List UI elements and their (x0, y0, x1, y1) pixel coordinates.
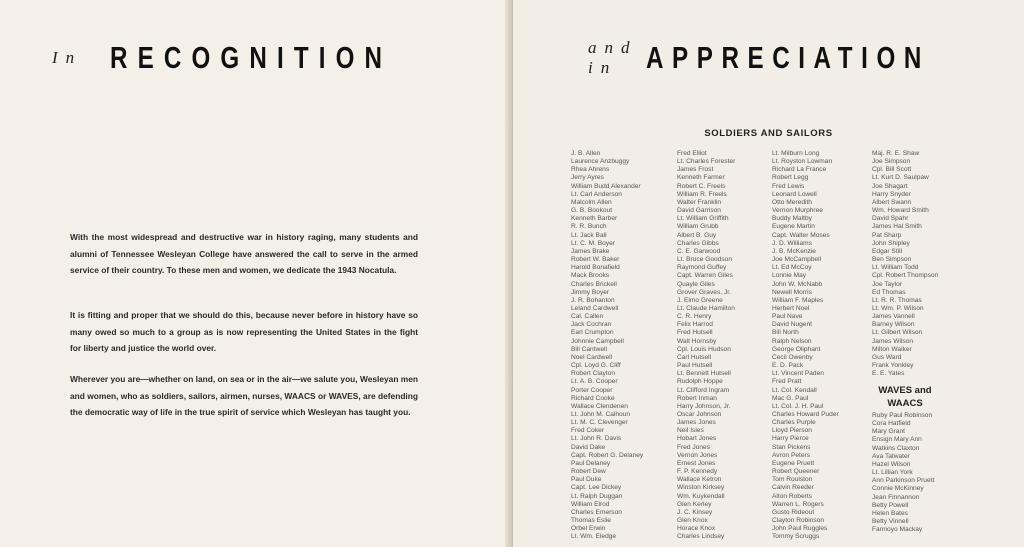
name-entry: Oscar Johnson (677, 411, 722, 418)
name-entry: Fred Coker (571, 427, 604, 435)
name-entry: Lt. Carl Anderson (571, 190, 622, 198)
name-entry: Cora Hatfield (872, 420, 911, 428)
name-entry: Warren L. Rogers (772, 500, 824, 508)
name-entry: Harry Johnson, Jr. (677, 402, 731, 410)
name-entry: Jack Cochran (571, 321, 612, 329)
name-entry: Laurence Anzbuggy (571, 158, 630, 166)
name-entry: Gus Ward (872, 353, 902, 361)
names-column-2 (677, 150, 782, 542)
name-entry: Calvin Reeder (772, 484, 814, 492)
name-entry: J. B. McKenzie (772, 247, 816, 255)
name-entry: Ensign Mary Ann (872, 436, 922, 444)
name-entry: Lt. John M. Calhoun (571, 411, 631, 418)
dedication-paragraph-2: It is fitting and proper that we should do this, because never before in history have so many owed so much to a group as is now representing the United States in the fight for liberty and justice the world over. (70, 310, 418, 353)
name-entry: Robert C. Freels (677, 182, 726, 190)
name-entry: Glen Knox (677, 517, 708, 525)
name-entry: Lt. Gilbert Wilson (872, 329, 923, 337)
name-entry: Charles Lindsey (677, 533, 725, 541)
name-entry: Fred Pratt (772, 378, 802, 386)
name-entry: Robert Legg (772, 174, 809, 182)
name-entry: Ruby Paul Robinson (872, 412, 933, 419)
dedication-paragraph-1: With the most widespread and destructive war in history raging, many students and alumni of Tennessee Wesleyan College have answered the call to serve in the armed service of their country. To these men and women, we dedicate the 1943 Nocatula. (70, 232, 418, 275)
name-entry: Bill Cantwell (571, 345, 607, 353)
name-entry: Joe Simpson (872, 158, 911, 166)
name-entry: John Paul Ruggles (772, 525, 828, 533)
name-entry: Leland Cardwell (571, 304, 619, 312)
name-entry: Albert B. Guy (677, 231, 717, 239)
name-entry: Quayle Giles (677, 280, 715, 288)
name-entry: E. E. Yates (872, 370, 905, 378)
name-entry: George Oliphant (772, 345, 821, 353)
name-entry: Kenneth Farmer (677, 174, 725, 182)
heading-appreciation: APPRECIATION (645, 40, 930, 75)
name-entry: Joe Taylor (872, 280, 902, 288)
name-entry: Robert Clayton (571, 370, 615, 378)
name-entry: Capt. Warren Giles (677, 272, 733, 280)
name-entry: Avron Peters (772, 451, 810, 459)
name-entry: James Wilson (872, 337, 914, 345)
name-entry: William R. Freels (677, 190, 727, 198)
name-entry: Felix Harrod (677, 321, 713, 329)
name-entry: Vernon Jones (677, 451, 718, 459)
name-entry: Gusto Rideout (772, 508, 815, 516)
right-heading (588, 38, 998, 78)
name-entry: Lloyd Pierson (772, 427, 812, 435)
name-entry: Robert Inman (677, 394, 717, 402)
name-entry: Cpl. Louis Hudson (677, 345, 731, 353)
name-entry: Raymond Guffey (677, 264, 727, 272)
name-entry: Lt. Clifford Ingram (677, 386, 730, 394)
name-entry: Lt. Ed McCoy (772, 264, 812, 272)
names-column-3 (772, 150, 877, 542)
name-entry: Jean Finnannon (872, 493, 920, 501)
name-entry: Kenneth Barber (571, 215, 618, 223)
name-entry: James Frost (677, 166, 714, 174)
heading-in: In (52, 48, 83, 67)
name-entry: Carl Hutsell (677, 353, 712, 361)
name-entry: Pat Sharp (872, 231, 902, 239)
name-entry: Joe Shagart (872, 182, 908, 190)
name-entry: Otto Meredith (772, 198, 812, 206)
name-entry: C. R. Henry (677, 313, 712, 321)
name-entry: J. C. Kinsey (677, 508, 713, 516)
heading-and-in: and in (588, 38, 638, 77)
name-entry: Tommy Scruggs (772, 533, 820, 541)
name-entry: Lt. Vincent Paden (772, 370, 824, 378)
name-entry: David Garrison (677, 207, 721, 215)
name-entry: James Jones (677, 419, 716, 427)
name-entry: Wm. Kuykendall (677, 492, 725, 500)
name-entry: E. D. Pack (772, 362, 804, 370)
name-entry: J. D. Williams (772, 239, 812, 247)
right-page (513, 0, 1024, 547)
name-entry: Winston Kirksey (677, 484, 725, 492)
name-entry: Lt. John R. Davis (571, 435, 622, 443)
heading-recognition: RECOGNITION (110, 40, 393, 75)
name-entry: Neil Isles (677, 427, 704, 435)
name-entry: Stan Pickens (772, 443, 811, 451)
name-entry: Lt. Milburn Long (772, 150, 820, 157)
name-entry: Thomas Eslie (571, 517, 611, 525)
name-entry: Vernon Murphree (772, 207, 823, 215)
name-entry: Lt. Ralph Duggan (571, 492, 623, 500)
left-heading (52, 38, 472, 78)
name-entry: Ralph Nelson (772, 337, 812, 345)
name-entry: Capt. Lee Dickey (571, 484, 622, 492)
name-entry: Mary Grant (872, 428, 905, 436)
names-column-4 (872, 150, 977, 378)
name-entry: Buddy Maltby (772, 215, 812, 223)
name-entry: William F. Maples (772, 296, 824, 304)
name-entry: Lt. Wm. Eledge (571, 533, 617, 541)
name-entry: Ann Parkinson Pruett (872, 477, 935, 485)
name-entry: Charles Purple (772, 419, 816, 427)
name-entry: Fred Hutsell (677, 329, 713, 337)
name-entry: Richard La France (772, 166, 827, 174)
name-entry: Lt. Royston Lowman (772, 158, 833, 166)
name-entry: Hobart Jones (677, 435, 717, 443)
name-entry: Cpl. Loyd G. Cliff (571, 362, 621, 370)
name-entry: Paul Nave (772, 313, 803, 321)
name-entry: Edgar Still (872, 247, 903, 255)
name-entry: Noel Cardwell (571, 353, 613, 361)
name-entry: Hazel Wilson (872, 460, 911, 468)
name-entry: Bill North (772, 329, 799, 337)
name-entry: Ava Tatwater (872, 452, 910, 460)
name-entry: William Budd Alexander (571, 182, 641, 190)
name-entry: Malcolm Allen (571, 198, 612, 206)
name-entry: C. E. Garwood (677, 247, 721, 255)
name-entry: John Shipley (872, 239, 910, 247)
name-entry: Jimmy Boyer (571, 288, 610, 296)
name-entry: Paul Hutsell (677, 362, 713, 370)
name-entry: Walter Franklin (677, 198, 722, 206)
name-entry: Cal. Callen (571, 313, 604, 321)
name-entry: Wm. Howard Smith (872, 207, 929, 215)
name-entry: Paul Duke (571, 476, 602, 484)
name-entry: Harry Pierce (772, 435, 809, 443)
name-entry: William Elrod (571, 500, 610, 508)
name-entry: Lt. A. B. Cooper (571, 378, 618, 386)
name-entry: J. R. Bohanton (571, 296, 615, 304)
name-entry: John W. McNabb (772, 280, 823, 288)
name-entry: Alton Roberts (772, 492, 812, 500)
name-entry: Fannoyo Mackay (872, 526, 923, 534)
name-entry: William Grubb (677, 223, 719, 231)
name-entry: Charles Brickell (571, 280, 617, 288)
name-entry: J. Elmo Greene (677, 296, 723, 304)
name-entry: F. P. Kennedy (677, 468, 718, 476)
name-entry: Lt. William Todd (872, 264, 919, 272)
name-entry: Milton Walker (872, 345, 912, 353)
name-entry: Grover Graves, Jr. (677, 288, 731, 296)
name-entry: James Hal Smith (872, 223, 922, 231)
name-entry: Helen Bates (872, 509, 908, 517)
name-entry: Harold Bonafield (571, 264, 620, 272)
name-entry: Lt. Col. Kendall (772, 386, 817, 394)
name-entry: Herbert Noel (772, 304, 810, 312)
name-entry: Lt. Col. J. H. Paul (772, 402, 824, 410)
waves-names-column (872, 412, 977, 534)
name-entry: Ben Simpson (872, 256, 912, 264)
name-entry: Fred Elliot (677, 150, 707, 157)
section-title-soldiers-sailors: SOLDIERS AND SAILORS (704, 128, 833, 139)
name-entry: Lt. C. M. Boyer (571, 239, 615, 247)
name-entry: Earl Crumpton (571, 329, 614, 337)
name-entry: Maj. R. E. Shaw (872, 150, 920, 157)
name-entry: Capt. Robert G. Delaney (571, 451, 644, 459)
name-entry: Eugene Martin (772, 223, 815, 231)
name-entry: Joe McCampbell (772, 256, 822, 264)
name-entry: G. B. Bookout (571, 207, 613, 215)
name-entry: Betty Powell (872, 501, 909, 509)
names-column-1 (571, 150, 676, 542)
name-entry: Mac G. Paul (772, 394, 809, 402)
name-entry: Jerry Ayres (571, 174, 604, 182)
name-entry: Lt. M. C. Clevenger (571, 419, 628, 427)
name-entry: Lt. Wm. P. Wilson (872, 304, 924, 312)
name-entry: Richard Cooke (571, 394, 615, 402)
name-entry: Cpl. Robert Thompson (872, 272, 939, 280)
name-entry: Watkins Claxton (872, 444, 920, 452)
name-entry: Charles Gibbs (677, 239, 719, 247)
name-entry: Connie McKinney (872, 485, 924, 493)
name-entry: Wallace Ketron (677, 476, 722, 484)
name-entry: Porter Cooper (571, 386, 613, 394)
name-entry: Robert W. Baker (571, 256, 620, 264)
name-entry: Ernest Jones (677, 459, 716, 467)
name-entry: Harry Snyder (872, 190, 911, 198)
name-entry: Walt Hornsby (677, 337, 717, 345)
name-entry: James Brake (571, 247, 610, 255)
name-entry: Lt. Jack Ball (571, 231, 607, 239)
left-page (0, 0, 511, 547)
name-entry: Frank Yonkley (872, 362, 914, 370)
name-entry: Lt. Bruce Goodson (677, 256, 732, 264)
name-entry: R. R. Bunch (571, 223, 607, 231)
name-entry: Robert Dew (571, 468, 606, 476)
name-entry: Leonard Lowell (772, 190, 817, 198)
name-entry: Lt. Charles Forester (677, 158, 736, 166)
name-entry: Glen Kerley (677, 500, 712, 508)
name-entry: Clayton Robinson (772, 517, 825, 525)
name-entry: David Spahr (872, 215, 909, 223)
name-entry: Capt. Walter Moses (772, 231, 830, 239)
name-entry: Orbel Erwin (571, 525, 606, 533)
name-entry: J. B. Allen (571, 150, 601, 157)
name-entry: Wallace Clendenen (571, 402, 628, 410)
name-entry: Paul Delaney (571, 459, 611, 467)
name-entry: Charles Howard Puder (772, 411, 839, 418)
name-entry: Barney Wilson (872, 321, 915, 329)
name-entry: Lt. R. R. Thomas (872, 296, 922, 304)
dedication-paragraph-3: Wherever you are—whether on land, on sea or in the air—we salute you, Wesleyan men and women, who as soldiers, sailors, airmen, nurses, WAACS or WAVES, are defending the democratic way of life in the true spirit of service which Wesleyan has taught you. (70, 374, 418, 417)
name-entry: Lt. Kurt D. Saulpaw (872, 174, 929, 182)
name-entry: Johnnie Campbell (571, 337, 624, 345)
name-entry: Robert Queener (772, 468, 820, 476)
name-entry: Albert Swann (872, 198, 912, 206)
waves-waacs-title: WAVES and WAACS (878, 385, 932, 409)
name-entry: Lt. Bennett Hutsell (677, 370, 731, 378)
name-entry: David Dake (571, 443, 606, 451)
name-entry: Mack Brooks (571, 272, 610, 280)
name-entry: Tom Roulston (772, 476, 813, 484)
name-entry: Lt. Claude Hamilton (677, 304, 735, 312)
name-entry: Rudolph Hoppe (677, 378, 723, 386)
name-entry: Rhea Ahrens (571, 166, 610, 174)
name-entry: Cecil Owenby (772, 353, 813, 361)
name-entry: Cpl. Bill Scott (872, 166, 912, 174)
name-entry: Fred Lewis (772, 182, 805, 190)
name-entry: Fred Jones (677, 443, 710, 451)
name-entry: Eugene Pruett (772, 459, 815, 467)
name-entry: Charles Emerson (571, 508, 622, 516)
name-entry: Newell Morris (772, 288, 812, 296)
name-entry: Ed Thomas (872, 288, 906, 296)
name-entry: Lt. Lillian York (872, 469, 913, 477)
name-entry: Lt. William Griffith (677, 215, 729, 223)
name-entry: David Nugent (772, 321, 812, 329)
name-entry: Betty Vinnell (872, 518, 909, 526)
name-entry: Lonnie May (772, 272, 807, 280)
name-entry: Horace Knox (677, 525, 716, 533)
name-entry: James Vannell (872, 313, 915, 321)
